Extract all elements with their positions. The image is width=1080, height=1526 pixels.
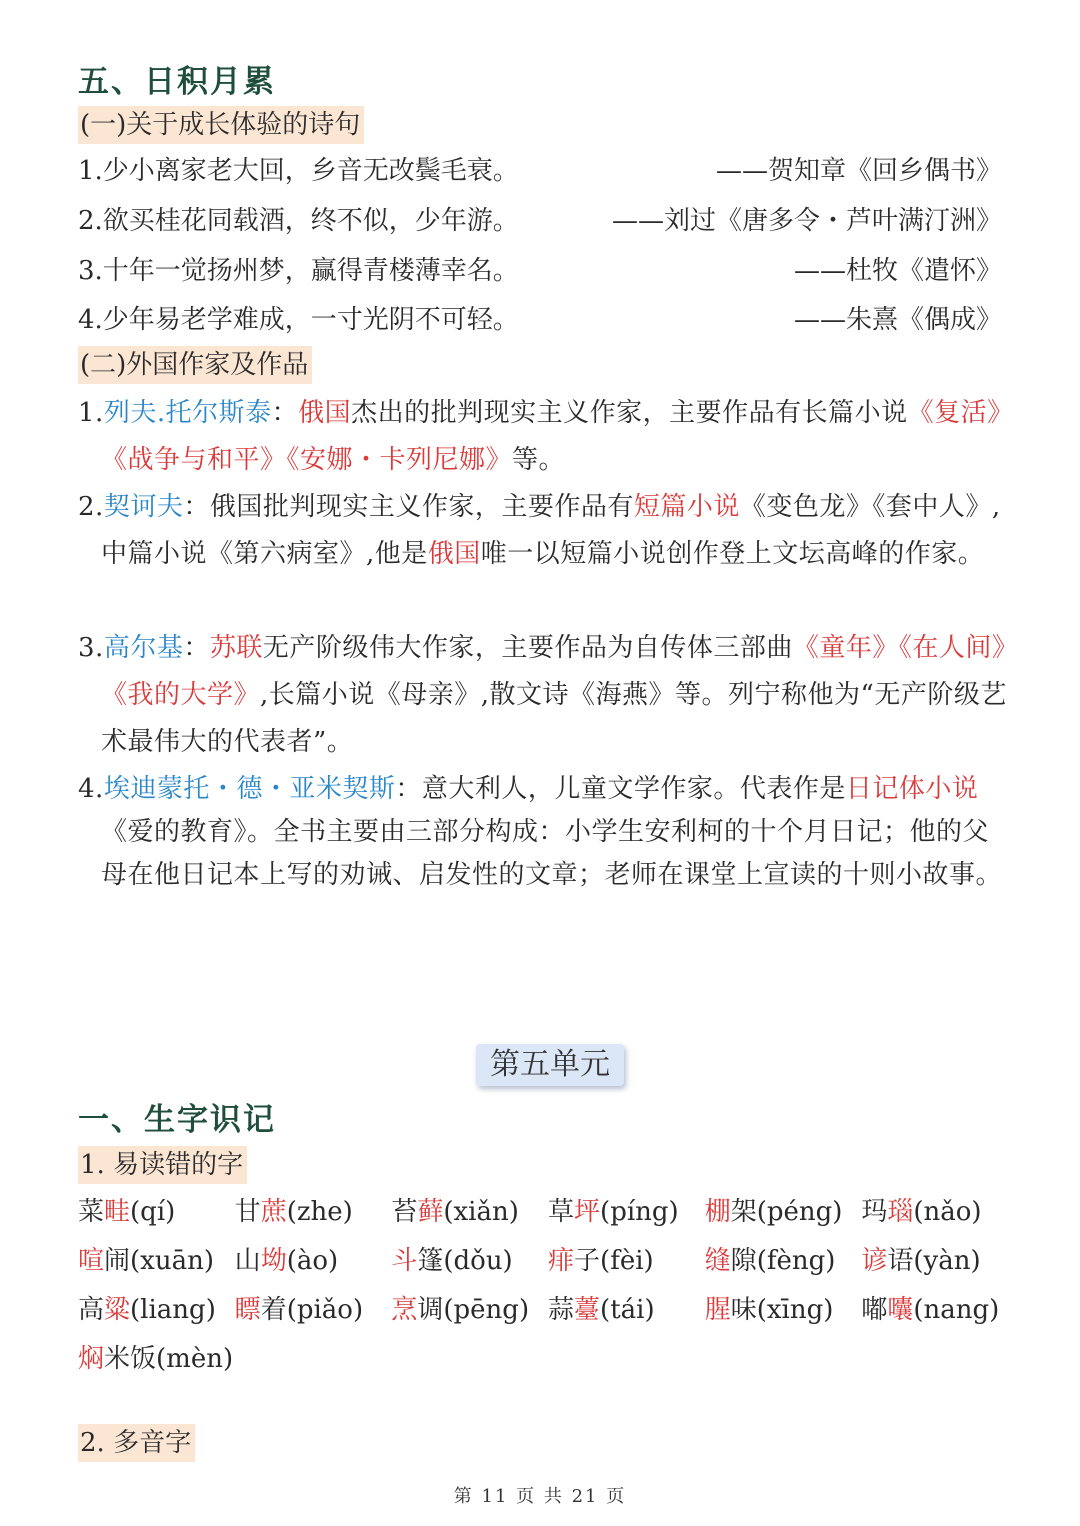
- pinyin: (pēng): [443, 1295, 530, 1325]
- word-item: [391, 1237, 548, 1286]
- pinyin: (xuān): [130, 1246, 214, 1276]
- writer-name: 列夫.托尔斯泰: [103, 398, 272, 428]
- pinyin: (liang): [130, 1295, 216, 1325]
- word-item: [235, 1286, 392, 1335]
- word-character: 草: [548, 1197, 575, 1227]
- subsection-title-poems: (一)关于成长体验的诗句: [78, 106, 364, 144]
- highlight-text: 日记体小说: [845, 774, 979, 804]
- target-character: 藓: [417, 1197, 444, 1227]
- body-text: ：: [271, 398, 299, 428]
- word-item: [78, 1335, 235, 1384]
- body-text: 杰出的批判现实主义作家，主要作品有长篇小说: [351, 398, 908, 428]
- body-text: 《爱的教育》。全书主要由三部分构成：小学生安利柯的十个月日记；他的父母在他日记本上写的劝诫、启发性的文章；老师在课堂上宣读的十则小故事。: [101, 817, 1003, 890]
- body-text: 《变色龙》《套中人》,中篇小说《第六病室》,他是: [101, 492, 1001, 569]
- pinyin: (mèn): [156, 1344, 234, 1374]
- target-character: 缝: [704, 1246, 731, 1276]
- section-title-rijiyuelei: 五、日积月累: [78, 64, 276, 100]
- word-row: [78, 1335, 1018, 1384]
- word-item: [861, 1188, 1018, 1237]
- highlight-text: 俄国: [298, 398, 352, 428]
- word-character: 着: [260, 1295, 287, 1325]
- writer-entry: [78, 484, 1008, 578]
- word-item: [548, 1188, 705, 1237]
- word-character: 菜: [78, 1197, 105, 1227]
- pinyin: (nǎo): [913, 1197, 982, 1227]
- target-character: 粱: [104, 1295, 131, 1325]
- writer-entry-text: [78, 390, 1008, 484]
- word-item: [78, 1188, 235, 1237]
- word-character: 蒜: [548, 1295, 575, 1325]
- writer-name: 高尔基: [103, 633, 184, 663]
- writer-entry-text: [78, 768, 1008, 897]
- pinyin: (qí): [130, 1197, 176, 1227]
- page-footer: 第 11 页 共 21 页: [453, 1486, 627, 1507]
- subsection-title-easy-misread: 1. 易读错的字: [78, 1146, 247, 1184]
- word-item: [861, 1237, 1018, 1286]
- poem-line: 1.少小离家老大回，乡音无改鬓毛衰。: [78, 156, 519, 186]
- word-character: 甘: [234, 1197, 261, 1227]
- writer-entry-number: 1.: [78, 398, 104, 428]
- target-character: 畦: [104, 1197, 131, 1227]
- poem-source: ——刘过《唐多令・芦叶满汀洲》: [611, 206, 1002, 236]
- body-text: ：意大利人，儿童文学作家。代表作是: [395, 774, 846, 804]
- word-item: [861, 1286, 1018, 1335]
- subsection-title-polyphonic: 2. 多音字: [78, 1424, 195, 1462]
- word-item: [705, 1188, 862, 1237]
- target-character: 棚: [704, 1197, 731, 1227]
- poem-source: ——朱熹《偶成》: [793, 305, 1002, 335]
- poem-source: ——贺知章《回乡偶书》: [715, 156, 1002, 186]
- word-item: [391, 1286, 548, 1335]
- target-character: 烹: [391, 1295, 418, 1325]
- target-character: 囔: [887, 1295, 914, 1325]
- word-character: 架: [730, 1197, 757, 1227]
- highlight-text: 俄国: [427, 539, 481, 569]
- pinyin: (nang): [913, 1295, 1000, 1325]
- word-character: 闹: [104, 1246, 131, 1276]
- word-character: 山: [234, 1246, 261, 1276]
- target-character: 蔗: [260, 1197, 287, 1227]
- section-title-shengzi: 一、生字识记: [78, 1102, 276, 1138]
- pinyin: (ào): [286, 1246, 339, 1276]
- pinyin: (xīng): [756, 1295, 834, 1325]
- word-character: 篷: [417, 1246, 444, 1276]
- word-character: 味: [730, 1295, 757, 1325]
- word-character: 子: [574, 1246, 601, 1276]
- body-text: ：: [183, 633, 210, 663]
- body-text: 等。: [512, 445, 566, 475]
- pinyin: (fèi): [600, 1246, 654, 1276]
- word-character: 调: [417, 1295, 444, 1325]
- body-text: 唯一以短篇小说创作登上文坛高峰的作家。: [480, 539, 985, 569]
- unit-heading: 第五单元: [476, 1044, 624, 1086]
- word-character: 语: [887, 1246, 914, 1276]
- word-character: 苔: [391, 1197, 418, 1227]
- word-item: [78, 1237, 235, 1286]
- body-text: 无产阶级伟大作家，主要作品为自传体三部曲: [262, 633, 793, 663]
- word-item: [235, 1188, 392, 1237]
- word-character: 隙: [730, 1246, 757, 1276]
- poem-line: 2.欲买桂花同载酒，终不似，少年游。: [78, 206, 519, 236]
- word-item: [705, 1237, 862, 1286]
- writer-name: 契诃夫: [103, 492, 184, 522]
- highlight-text: 《童年》《在人间》《我的大学》: [101, 633, 1006, 710]
- word-item: [548, 1237, 705, 1286]
- pinyin: (fèng): [756, 1246, 836, 1276]
- word-item: [548, 1286, 705, 1335]
- word-item: [78, 1286, 235, 1335]
- writer-entry-number: 2.: [78, 492, 104, 522]
- pinyin: (zhe): [286, 1197, 353, 1227]
- word-row: [78, 1286, 1018, 1335]
- writer-entry: [78, 625, 1008, 766]
- highlight-text: 短篇小说: [633, 492, 740, 522]
- writer-entry-number: 4.: [78, 774, 104, 804]
- target-character: 瞟: [234, 1295, 261, 1325]
- writer-name: 埃迪蒙托・德・亚米契斯: [103, 774, 396, 804]
- target-character: 喧: [78, 1246, 105, 1276]
- target-character: 腥: [704, 1295, 731, 1325]
- pinyin: (píng): [600, 1197, 679, 1227]
- pinyin: (dǒu): [443, 1246, 513, 1276]
- target-character: 坳: [260, 1246, 287, 1276]
- word-item: [391, 1188, 548, 1237]
- pinyin: (xiǎn): [443, 1197, 519, 1227]
- target-character: 谚: [861, 1246, 888, 1276]
- word-item: [235, 1237, 392, 1286]
- pinyin: (yàn): [913, 1246, 981, 1276]
- word-character: 嘟: [861, 1295, 888, 1325]
- poem-line: 4.少年易老学难成，一寸光阴不可轻。: [78, 305, 519, 335]
- word-row: [78, 1237, 1018, 1286]
- target-character: 薹: [574, 1295, 601, 1325]
- target-character: 痱: [548, 1246, 575, 1276]
- body-text: ,长篇小说《母亲》,散文诗《海燕》等。列宁称他为“无产阶级艺术最伟大的代表者”。: [101, 680, 1007, 757]
- writer-entry-number: 3.: [78, 633, 104, 663]
- highlight-text: 《复活》《战争与和平》《安娜・卡列尼娜》: [101, 398, 1001, 475]
- target-character: 焖: [78, 1344, 105, 1374]
- body-text: ：俄国批判现实主义作家，主要作品有: [183, 492, 634, 522]
- poem-source: ——杜牧《遣怀》: [793, 256, 1002, 286]
- word-character: 玛: [861, 1197, 888, 1227]
- subsection-title-foreign-writers: (二)外国作家及作品: [78, 346, 312, 384]
- highlight-text: 苏联: [209, 633, 263, 663]
- writer-entry: [78, 768, 1008, 897]
- word-item: [705, 1286, 862, 1335]
- writer-entry-text: [78, 484, 1008, 578]
- poem-line: 3.十年一觉扬州梦，赢得青楼薄幸名。: [78, 256, 519, 286]
- pinyin: (piǎo): [286, 1295, 364, 1325]
- target-character: 瑙: [887, 1197, 914, 1227]
- writer-entry-text: [78, 625, 1008, 766]
- word-character: 高: [78, 1295, 105, 1325]
- pinyin: (péng): [756, 1197, 843, 1227]
- target-character: 坪: [574, 1197, 601, 1227]
- pinyin: (tái): [600, 1295, 655, 1325]
- word-row: [78, 1188, 1018, 1237]
- target-character: 斗: [391, 1246, 418, 1276]
- writer-entry: [78, 390, 1008, 484]
- word-character: 米饭: [104, 1344, 157, 1374]
- word-grid: [78, 1188, 1018, 1384]
